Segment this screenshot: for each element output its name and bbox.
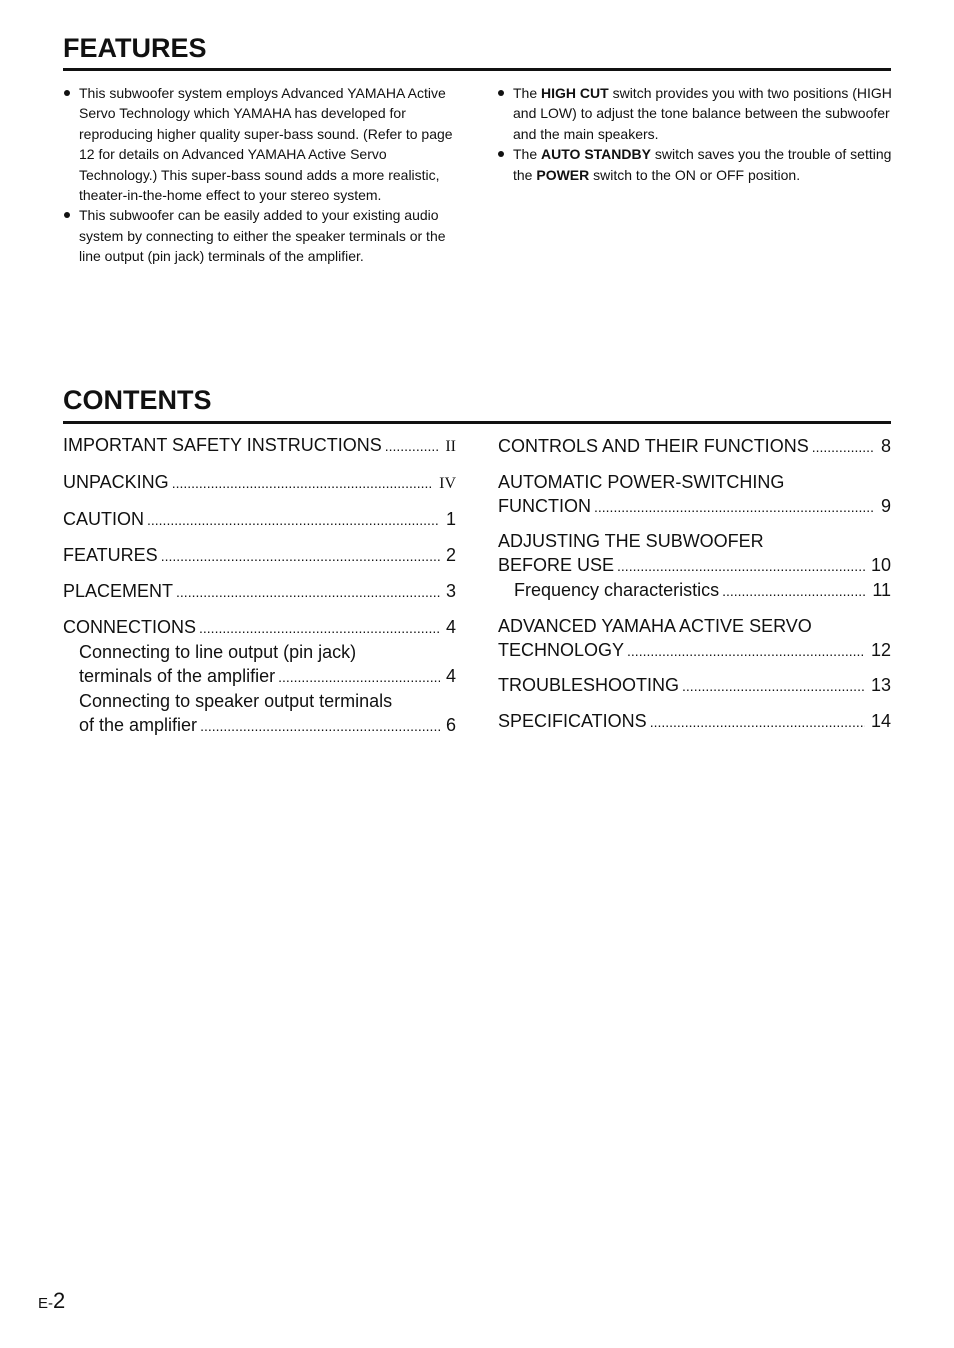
toc-entry-caution[interactable]: CAUTION ..... 1 [63, 507, 456, 532]
feature-bullet: The AUTO STANDBY switch saves you the trouble of setting the POWER switch to the ON or OFF position. [497, 144, 892, 185]
bullet-icon [64, 90, 70, 96]
toc-entry-placement[interactable]: PLACEMENT ..... 3 [63, 579, 456, 604]
toc-entry-troubleshooting[interactable]: TROUBLESHOOTING ..... 13 [498, 673, 891, 698]
features-left-column [63, 83, 453, 267]
toc-entry-servo[interactable]: ADVANCED YAMAHA ACTIVE SERVO TECHNOLOGY ..... 12 [498, 614, 891, 663]
toc-entry-adjusting[interactable]: ADJUSTING THE SUBWOOFER BEFORE USE ..... 10 [498, 529, 891, 578]
toc-entry-specifications[interactable]: SPECIFICATIONS ..... 14 [498, 709, 891, 734]
feature-bullet: This subwoofer system employs Advanced YAMAHA Active Servo Technology which YAMAHA has developed for reproducing higher quality super-bass sound. (Refer to page 12 for details on Advanced YAMAHA Active Servo Technology.) This super-bass sound adds a more realistic, theater-in-the-home effect to your stereo system. [63, 83, 453, 205]
contents-heading: CONTENTS [63, 383, 891, 424]
toc-entry-frequency[interactable]: Frequency characteristics ..... 11 [498, 578, 891, 603]
feature-bullet: The HIGH CUT switch provides you with two positions (HIGH and LOW) to adjust the tone balance between the subwoofer and the main speakers. [497, 83, 892, 144]
features-right-column [497, 83, 892, 185]
feature-bullet: This subwoofer can be easily added to your existing audio system by connecting to either the speaker terminals or the line output (pin jack) terminals of the amplifier. [63, 205, 453, 266]
bullet-icon [498, 90, 504, 96]
toc-entry-line-output[interactable]: Connecting to line output (pin jack) terminals of the amplifier ..... 4 [63, 640, 456, 689]
toc-entry-controls[interactable]: CONTROLS AND THEIR FUNCTIONS ..... 8 [498, 434, 891, 459]
toc-entry-auto-power[interactable]: AUTOMATIC POWER-SWITCHING FUNCTION ..... 9 [498, 470, 891, 519]
toc-entry-features[interactable]: FEATURES ..... 2 [63, 543, 456, 568]
page-number: E-2 [38, 1288, 66, 1313]
toc-entry-safety[interactable]: IMPORTANT SAFETY INSTRUCTIONS ..... II [63, 433, 456, 459]
toc-entry-connections[interactable]: CONNECTIONS ..... 4 [63, 615, 456, 640]
bullet-icon [64, 212, 70, 218]
toc-entry-speaker-output[interactable]: Connecting to speaker output terminals of the amplifier ..... 6 [63, 689, 456, 738]
toc-right-column [498, 433, 891, 734]
toc-entry-unpacking[interactable]: UNPACKING ..... IV [63, 470, 456, 496]
bullet-icon [498, 151, 504, 157]
features-heading: FEATURES [63, 33, 891, 71]
toc-left-column [63, 433, 456, 738]
